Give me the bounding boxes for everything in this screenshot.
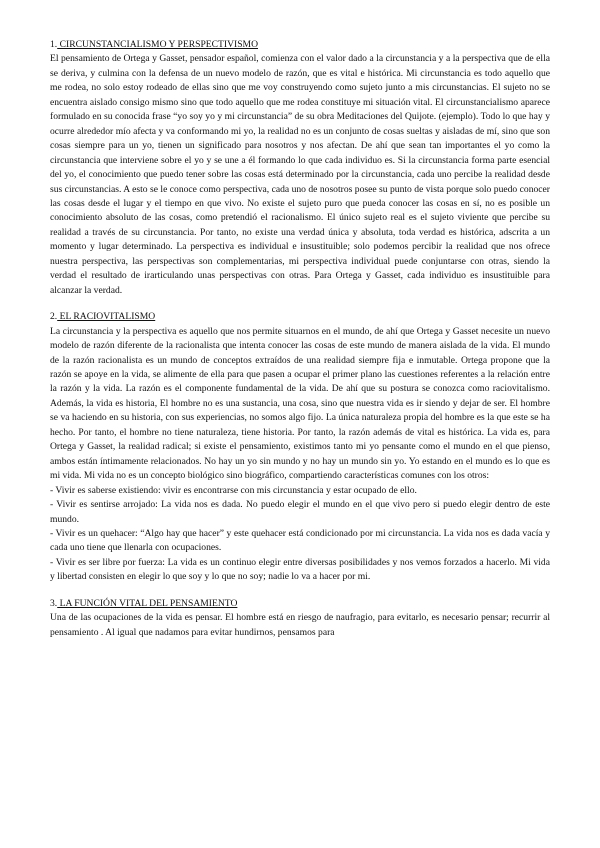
list-item: - Vivir es un quehacer: “Algo hay que hacer” y este quehacer está condicionado por mi circunstancia. La vida nos es dada vacía y cada uno tiene que llenarla con ocupaciones. bbox=[50, 527, 550, 554]
section-number: 1. bbox=[50, 39, 58, 50]
section-number: 2. bbox=[50, 311, 58, 323]
section-heading bbox=[50, 597, 550, 611]
section-heading bbox=[50, 38, 550, 52]
section-title: LA FUNCIÓN VITAL DEL PENSAMIENTO bbox=[57, 597, 238, 609]
document-page bbox=[50, 38, 550, 652]
section-paragraph: Una de las ocupaciones de la vida es pensar. El hombre está en riesgo de naufragio, para evitarlo, es necesario pensar; recurrir al pensamiento . Al igual que nadamos para evitar hundirnos, pensamos para bbox=[50, 612, 550, 638]
list-item: - Vivir es ser libre por fuerza: La vida es un continuo elegir entre diversas posibilidades y nos vemos forzados a hacerlo. Mi vida y libertad consisten en elegir lo que soy y lo que no soy; nadie lo va a hacer por mi. bbox=[50, 556, 550, 583]
list-item: - Vivir es saberse existiendo: vivir es encontrarse con mis circunstancia y estar ocupado de ello. bbox=[50, 484, 417, 496]
section-title: EL RACIOVITALISMO bbox=[57, 311, 156, 323]
section-number: 3. bbox=[50, 597, 58, 609]
list-item: - Vivir es sentirse arrojado: La vida nos es dada. No puedo elegir el mundo en el que vivo pero si puedo elegir dentro de este mundo. bbox=[50, 499, 550, 525]
section-paragraph: La circunstancia y la perspectiva es aquello que nos permite situarnos en el mundo, de ahí que Ortega y Gasset necesite un nuevo modelo de razón diferente de la racionalista que intenta conocer las cosas de este mundo de manera aislada de la vida. El mundo de la razón racionalista es un mundo de conceptos extraídos de una realidad siempre fija e inmutable. Ortega propone que la razón se apoye en la vida, se alimente de ella para que pasen a ocupar el primer plano las cuestiones referentes a la relación entre la razón y la vida. La razón es el componente fundamental de la vida. De ahí que su postura se conozca como raciovitalismo. Además, la vida es historia, El hombre no es una sustancia, una cosa, sino que nuestra vida es ir siendo y dejar de ser. El hombre se va haciendo en su historia, con sus experiencias, no somos algo fijo. La única naturaleza propia del hombre es la que este se ha hecho. Por tanto, el hombre no tiene naturaleza, tiene historia. Por tanto, la razón además de vital es histórica. La vida es, para Ortega y Gasset, la realidad radical; si existe el pensamiento, existimos tanto mi yo pensante como el mundo en el que pienso, ambos están íntimamente relacionados. No hay un yo sin mundo y no hay un mundo sin yo. Yo estando en el mundo es lo que es mi vida. Mi vida no es un concepto biológico sino biográfico, compartiendo características comunes con los otros: bbox=[50, 325, 550, 482]
section-funcion-vital bbox=[50, 597, 550, 640]
section-title: CIRCUNSTANCIALISMO Y PERSPECTIVISMO bbox=[57, 39, 259, 50]
section-heading bbox=[50, 310, 550, 324]
section-raciovitalismo bbox=[50, 310, 550, 585]
section-circunstancialismo bbox=[50, 38, 550, 298]
section-paragraph: El pensamiento de Ortega y Gasset, pensador español, comienza con el valor dado a la circunstancia y a la perspectiva que de ella se deriva, y culmina con la defensa de un nuevo modelo de razón, que es vital e histórica. Mi circunstancia es todo aquello que me rodea, no solo estoy rodeado de ellas sino que me voy construyendo como sujeto junto a mis circunstancias. El sujeto no se encuentra aislado consigo mismo sino que todo aquello que me rodea constituye mi situación vital. El circunstancialismo aparece formulado en su conocida frase “yo soy yo y mi circunstancia” de su obra Meditaciones del Quijote. (ejemplo). Todo lo que hay y ocurre alrededor mío afecta y va conformando mi yo, la realidad no es un conjunto de cosas sueltas y aisladas de mí, sino que son cosas siempre para un yo, tienen un significado para nosotros y nos afectan. De ahí que sean tan importantes el yo como la circunstancia que interviene sobre el yo y se une a él formando lo que cada individuo es. Si la circunstancia forma parte esencial del yo, el conocimiento que puedo tener sobre las cosas está determinado por la circunstancia, cada uno percibe la realidad desde sus circunstancias. A esto se le conoce como perspectiva, cada uno de nosotros posee su punto de vista porque solo puedo conocer las cosas desde el lugar y el tiempo en que vivo. No existe el sujeto puro que pueda conocer las cosas en sí, no es posible un conocimiento absoluto de las cosas, como pretendió el racionalismo. El único sujeto real es el sujeto viviente que percibe su realidad a través de su circunstancia. Por tanto, no existe una verdad única y absoluta, toda verdad es histórica, adscrita a un momento y lugar determinado. La perspectiva es individual e insustituible; solo podemos percibir la realidad que nos ofrece nuestra perspectiva, las perspectivas son complementarias, mi perspectiva individual puede conjuntarse con otras, siendo la verdad el resultado de irarticulando unas perspectivas con otras. Para Ortega y Gasset, cada individuo es insustituible para alcanzar la verdad. bbox=[50, 53, 550, 296]
